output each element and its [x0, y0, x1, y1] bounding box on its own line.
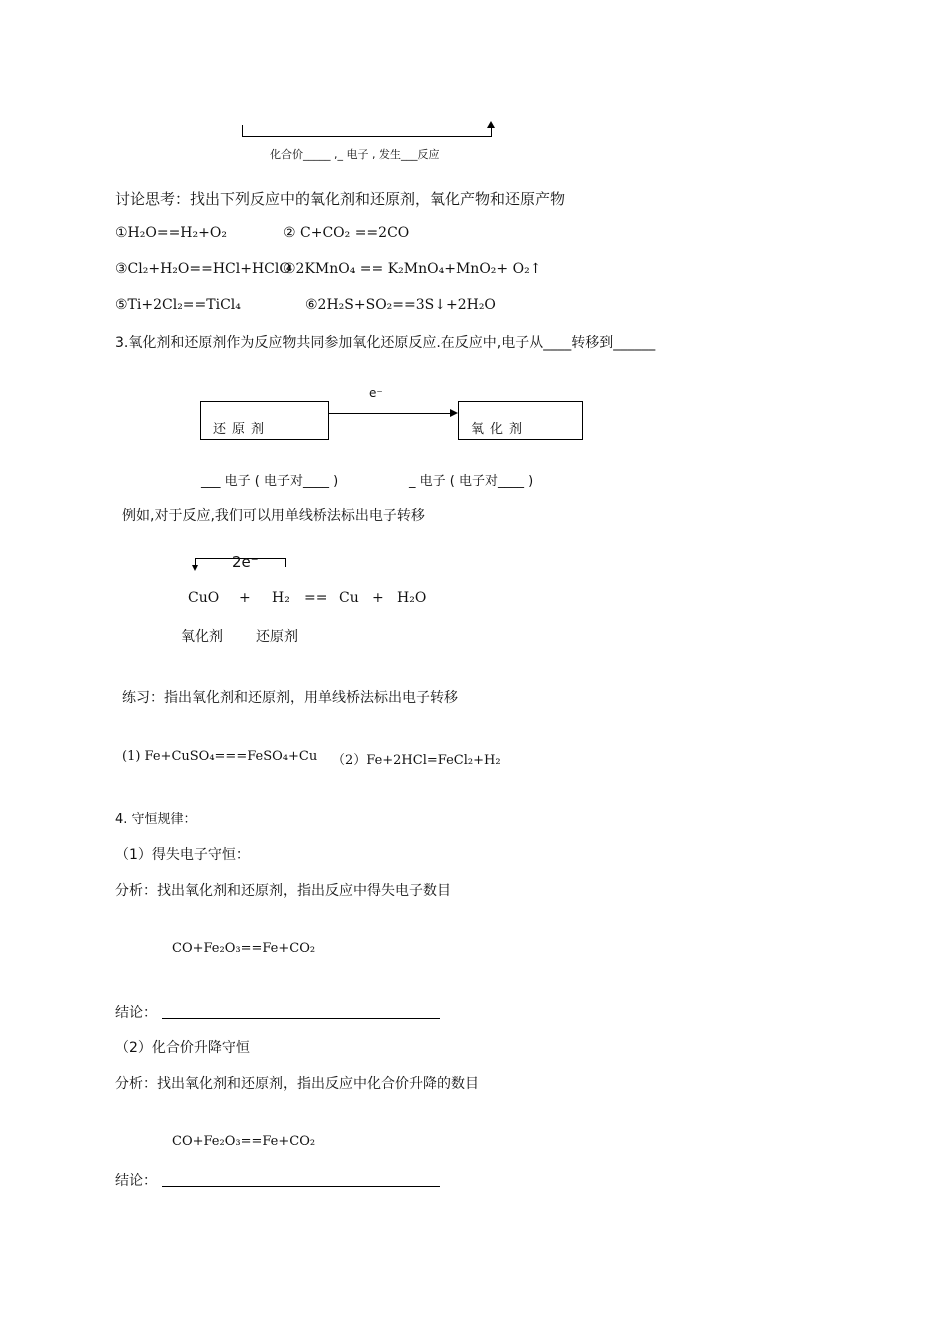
oxidant-box [458, 401, 583, 440]
bridge-down-arrow-icon [192, 565, 198, 571]
arrow-electron-label: e⁻ [369, 386, 383, 400]
sub2-analysis: 分析：找出氧化剂和还原剂，指出反应中化合价升降的数目 [115, 1076, 479, 1092]
electron-arrowhead-icon [450, 409, 458, 417]
reaction-5: ⑤Ti+2Cl₂==TiCl₄ [115, 297, 241, 313]
sub2-conclusion-blank[interactable] [162, 1185, 440, 1187]
eq-plus-2: + [372, 590, 384, 606]
bracket-right-tick [491, 127, 492, 137]
reductant-label: 还原剂 [256, 629, 298, 645]
sub1-conclusion-label: 结论： [115, 1005, 157, 1021]
left-box-caption: ___ 电子 ( 电子对____ ) [201, 474, 339, 489]
right-box-caption: _ 电子 ( 电子对____ ) [409, 474, 534, 489]
eq-plus-1: + [239, 590, 251, 606]
reaction-2: ② C+CO₂ ==2CO [283, 225, 410, 241]
bridge-label: 2e⁻ [232, 553, 259, 571]
sub1-title: （1）得失电子守恒： [115, 847, 250, 863]
sub2-conclusion-label: 结论： [115, 1173, 157, 1189]
practice-item-1: (1) Fe+CuSO₄===FeSO₄+Cu [122, 749, 318, 764]
eq-h2: H₂ [272, 590, 290, 606]
reductant-box [200, 401, 329, 440]
discussion-heading: 讨论思考：找出下列反应中的氧化剂和还原剂，氧化产物和还原产物 [115, 190, 566, 208]
example-text: 例如,对于反应,我们可以用单线桥法标出电子转移 [122, 508, 425, 524]
oxidant-label: 氧化剂 [181, 629, 223, 645]
oxidant-box-label: 氧化剂 [471, 422, 529, 437]
sub1-analysis: 分析：找出氧化剂和还原剂，指出反应中得失电子数目 [115, 883, 451, 899]
electron-arrow-line [329, 413, 451, 414]
reaction-3: ③Cl₂+H₂O==HCl+HClO [115, 261, 291, 277]
sub2-title: （2）化合价升降守恒 [115, 1040, 250, 1056]
section4-heading: 4. 守恒规律： [115, 812, 197, 827]
practice-item-2: （2）Fe+2HCl=FeCl₂+H₂ [332, 753, 501, 768]
eq-cuo: CuO [188, 590, 220, 606]
sub2-equation: CO+Fe₂O₃==Fe+CO₂ [172, 1134, 316, 1149]
bracket-bottom-line [242, 136, 492, 137]
bracket-caption: 化合价_____ ,_ 电子 , 发生___反应 [270, 148, 440, 161]
sub1-equation: CO+Fe₂O₃==Fe+CO₂ [172, 941, 316, 956]
reaction-4: ④2KMnO₄ == K₂MnO₄+MnO₂+ O₂↑ [283, 261, 542, 277]
bracket-up-arrow-icon [487, 121, 495, 128]
eq-cu: Cu [339, 590, 359, 606]
reaction-6: ⑥2H₂S+SO₂==3S↓+2H₂O [305, 297, 496, 313]
reaction-1: ①H₂O==H₂+O₂ [115, 225, 227, 241]
section3-heading: 3.氧化剂和还原剂作为反应物共同参加氧化还原反应.在反应中,电子从____转移到______ [115, 335, 656, 351]
eq-h2o: H₂O [397, 590, 427, 606]
eq-equals: == [304, 590, 328, 606]
reductant-box-label: 还原剂 [213, 422, 271, 437]
practice-heading: 练习：指出氧化剂和还原剂，用单线桥法标出电子转移 [122, 690, 458, 706]
bridge-right-tick [285, 558, 286, 567]
sub1-conclusion-blank[interactable] [162, 1017, 440, 1019]
